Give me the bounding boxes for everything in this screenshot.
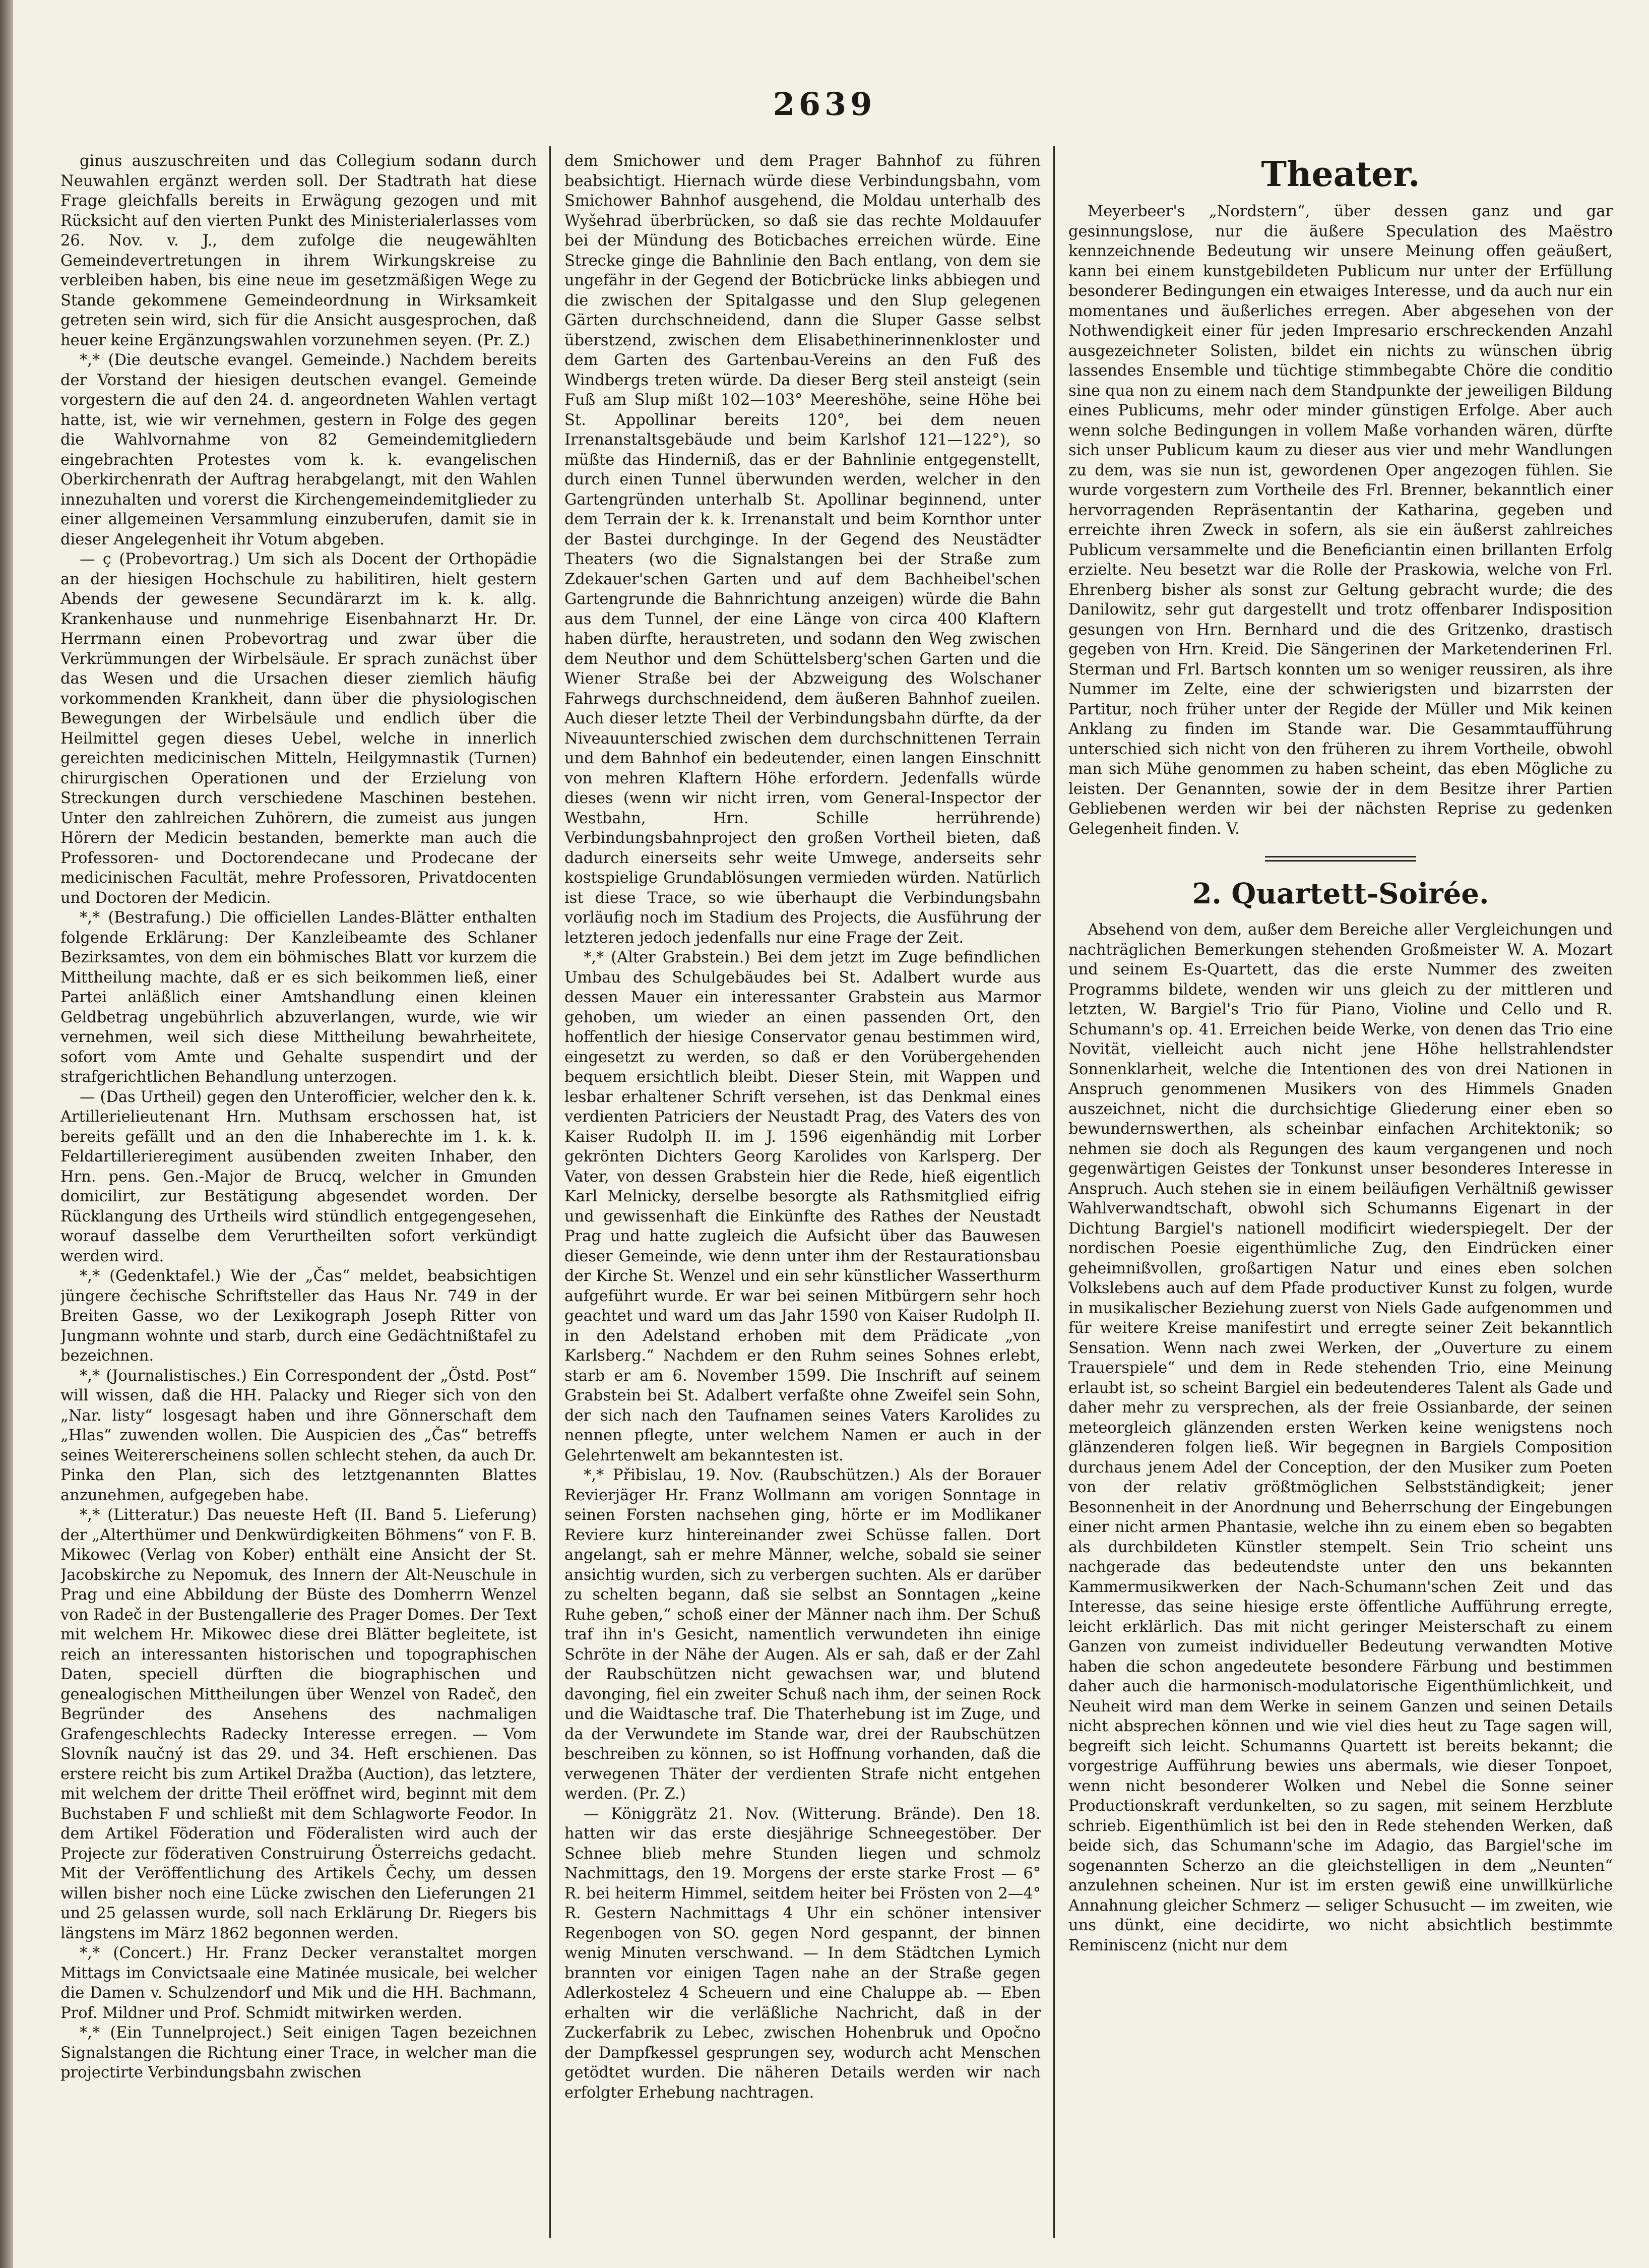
article-paragraph: *,* (Die deutsche evangel. Gemeinde.) Nachdem bereits der Vorstand der hiesigen deutschen evangel. Gemeinde vorgestern die auf den 24. d. angeordneten Wahlen vertagt hatte, ist, wie wir vernehmen, gestern in Folge des gegen die Wahlvornahme von 82 Gemeindemitgliedern eingebrachten Protestes vom k. k. evangelischen Oberkirchenrath der Auftrag herabgelangt, mit den Wahlen innezuhalten und vorerst die Kirchengemeindemitglieder zu einer allgemeinen Versammlung einzuberufen, damit sie in dieser Angelegenheit ihr Votum abgeben. (60, 351, 537, 548)
article-paragraph: dem Smichower und dem Prager Bahnhof zu führen beabsichtigt. Hiernach würde diese Verbindungsbahn, vom Smichower Bahnhof ausgehend, die Moldau unterhalb des Wyšehrad überbrücken, so daß sie das rechte Moldauufer bei der Mündung des Boticbaches erreichen würde. Eine Strecke ginge die Bahnlinie den Bach entlang, von dem sie ungefähr in der Gegend der Boticbrücke links abbiegen und die zwischen der Spitalgasse und den Slup gelegenen Gärten durchschneidend, dann die Sluper Gasse selbst überstzend, zwischen dem Elisabethinerinnenkloster und dem Garten des Gartenbau-Vereins an den Fuß des Windbergs treten würde. Da dieser Berg steil ansteigt (sein Fuß am Slup mißt 102—103° Meereshöhe, seine Höhe bei St. Appollinar bereits 120°, bei dem neuen Irrenanstaltsgebäude und beim Karlshof 121—122°), so müßte das Hinderniß, das er der Bahnlinie entgegenstellt, durch einen Tunnel überwunden werden, welcher in den Gartengründen unterhalb St. Apollinar beginnend, unter dem Terrain der k. k. Irrenanstalt und beim Kornthor unter der Bastei durchginge. In der Gegend des Neustädter Theaters (wo die Signalstangen bei der Straße zum Zdekauer'schen Garten und auf dem Bachheibel'schen Gartengrunde die Bahnrichtung anzeigen) würde die Bahn aus dem Tunnel, der eine Länge von circa 400 Klaftern haben dürfte, heraustreten, und sodann den Weg zwischen dem Neuthor und dem Schüttelsberg'schen Garten und die Wiener Straße bei der Abzweigung des Wolschaner Fahrwegs durchschneidend, dem äußeren Bahnhof zueilen. Auch dieser letzte Theil der Verbindungsbahn dürfte, da der Niveauunterschied zwischen dem durchschnittenen Terrain und dem Bahnhof ein bedeutender, einen langen Einschnitt von mehren Klaftern Höhe erfordern. Jedenfalls würde dieses (wenn wir nicht irren, vom General-Inspector der Westbahn, Hrn. Schille herrührende) Verbindungsbahnproject den großen Vortheil bieten, daß dadurch einerseits sehr weite Umwege, anderseits sehr kostspielige Grundablösungen vermieden würden. Natürlich ist diese Trace, so wie überhaupt die Verbindungsbahn vorläufig noch im Stadium des Projects, die Ausführung der letzteren jedoch jedenfalls nur eine Frage der Zeit. (564, 152, 1041, 947)
theater-heading: Theater. (1261, 154, 1420, 195)
article-paragraph: *,* (Ein Tunnelproject.) Seit einigen Tagen bezeichnen Signalstangen die Richtung einer Trace, in welcher man die projectirte Verbindungsbahn zwischen (60, 2024, 537, 2081)
article-paragraph: *,* (Bestrafung.) Die officiellen Landes-Blätter enthalten folgende Erklärung: Der Kanzleibeamte des Schlaner Bezirksamtes, von dem ein böhmisches Blatt vor kurzem die Mittheilung machte, daß er es sich beikommen ließ, einer Partei anläßlich einer Amtshandlung einen kleinen Geldbetrag ungebührlich abzuverlangen, wurde, wie wir vernehmen, weil sich diese Mittheilung bewahrheitete, sofort vom Amte und Gehalte suspendirt und der strafgerichtlichen Behandlung unterzogen. (60, 909, 537, 1086)
article-paragraph: *,* (Journalistisches.) Ein Correspondent der „Östd. Post“ will wissen, daß die HH. Palacky und Rieger sich von den „Nar. listy“ losgesagt haben und ihre Gönnerschaft dem „Hlas“ zuwenden wollen. Die Auspicien des „Čas“ betreffs seines Weitererscheinens sollen schlecht stehen, da auch Dr. Pinka den Plan, sich des letztgenannten Blattes anzunehmen, aufgegeben habe. (60, 1367, 537, 1504)
column-divider-left (549, 146, 551, 2238)
quartett-review-paragraph: Absehend von dem, außer dem Bereiche aller Vergleichungen und nachträglichen Bemerkungen stehenden Großmeister W. A. Mozart und seinem Es-Quartett, das die erste Nummer des zweiten Programms bildete, wenden wir uns gleich zu der mittleren und letzten, W. Bargiel's Trio für Piano, Violine und Cello und R. Schumann's op. 41. Erreichen beide Werke, von denen das Trio eine Novität, vielleicht auch nicht jene Höhe hellstrahlendster Sonnenklarheit, welche die Intentionen des von drei Nationen in Anspruch genommenen Musikers von des Himmels Gnaden auszeichnet, nicht die durchsichtige Gliederung einer eben so bewundernswerthen, als scheinbar einfachen Architektonik; so nehmen sie doch als Regungen des kaum vergangenen und noch gegenwärtigen Geistes der Tonkunst unser besonderes Interesse in Anspruch. Auch stehen sie in einem beiläufigen Verhältniß gewisser Wahlverwandtschaft, obwohl sich Schumanns Eigenart in der Dichtung Bargiel's nationell modificirt wiederspiegelt. Der der nordischen Poesie eigenthümliche Zug, den Eindrücken einer geheimnißvollen, großartigen Natur und eines eben solchen Volkslebens auch auf dem Pfade productiver Kunst zu folgen, wurde in musikalischer Beziehung zuerst von Niels Gade aufgenommen und für weitere Kreise manifestirt und erregte seiner Zeit bekanntlich Sensation. Wenn nach zwei Werken, der „Ouverture zu einem Trauerspiele“ und dem in Rede stehenden Trio, eine Meinung erlaubt ist, so scheint Bargiel ein bedeutenderes Talent als Gade und daher mehr zu versprechen, als der freie Ossianbarde, der seinen meteorgleich glänzenden ersten Werken keine wenigstens noch glänzenderen folgen ließ. Wir begegnen in Bargiels Composition durchaus jenem Adel der Conception, der den Musiker zum Poeten von der relativ größtmöglichen Selbstständigkeit; jener Besonnenheit in der Anordnung und Beherrschung der Eingebungen einer nicht armen Phantasie, welche ihn zu einem eben so begabten als durchbildeten Künstler stempelt. Sein Trio scheint uns nachgerade das bedeutendste unter den uns bekannten Kammermusikwerken der Nach-Schumann'schen Zeit und das Interesse, das seine hiesige erste öffentliche Aufführung erregte, leicht erklärlich. Das mit nicht geringer Meisterschaft zu einem Ganzen von zumeist individueller Bedeutung verwandten Motive haben die schon angedeutete besondere Färbung und bestimmen daher auch die harmonisch-modulatorische Eigenthümlichkeit, und Neuheit wird man dem Werke in seinem Ganzen und seinen Details nicht absprechen können und wie viel dies heut zu Tage sagen will, begreift sich leicht. Schumanns Quartett ist bereits bekannt; die vorgestrige Aufführung bewies uns abermals, wie dieser Tonpoet, wenn nicht besonderer Wolken und Nebel die Sonne seiner Productionskraft verdunkelten, so zu sagen, mit seinem Herzblute schrieb. Eigenthümlich ist bei den in Rede stehenden Werken, daß beide sich, das Schumann'sche im Adagio, das Bargiel'sche im sogenannten Scherzo an die gleichstelligen in dem „Neunten“ anzulehnen scheinen. Nur ist im ersten gewiß eine unwillkürliche Annahnung gleicher Schmerz — seliger Schusucht — im zweiten, wie uns dünkt, eine decidirte, wo nicht absichtlich bestimmte Reminiscenz (nicht nur dem (1068, 921, 1613, 1954)
left-column (60, 151, 537, 2238)
article-paragraph: — Königgrätz 21. Nov. (Witterung. Brände). Den 18. hatten wir das erste diesjährige Schneegestöber. Der Schnee blieb mehre Stunden liegen und schmolz Nachmittags, den 19. Morgens der erste starke Frost — 6° R. bei heiterm Himmel, seitdem heiter bei Frösten von 2—4° R. Gestern Nachmittags 4 Uhr ein schöner intensiver Regenbogen von SO. gegen Nord gespannt, der binnen wenig Minuten verschwand. — In dem Städtchen Lymich brannten vor einigen Tagen nahe an der Straße gegen Adlerkostelez 4 Scheuern und eine Chaluppe ab. — Eben erhalten wir die verläßliche Nachricht, daß in der Zuckerfabrik zu Lebec, zwischen Hohenbruk und Opočno der Dampfkessel gesprungen sey, wodurch acht Menschen getödtet wurden. Die näheren Details werden wir nach erfolgter Erhebung nachtragen. (564, 1805, 1041, 2102)
article-paragraph: *,* Přibislau, 19. Nov. (Raubschützen.) Als der Borauer Revierjäger Hr. Franz Wollmann am vorigen Sonntage in seinen Forsten nachsehen ging, hörte er im Modlikaner Reviere kurz hintereinander zwei Schüsse fallen. Dort angelangt, sah er mehre Männer, welche, sobald sie seiner ansichtig wurden, sich zu verbergen suchten. Als er darüber zu schelten begann, daß sie selbst an Sonntagen „keine Ruhe geben,“ schoß einer der Männer nach ihm. Der Schuß traf ihn in's Gesicht, namentlich verwundeten ihn einige Schröte in der Nähe der Augen. Als er sah, daß er der Zahl der Raubschützen nicht gewachsen war, und blutend davonging, fiel ein zweiter Schuß nach ihm, der seinen Rock und die Waidtasche traf. Die Thaterhebung ist im Zuge, und da der Verwundete im Stande war, drei der Raubschützen beschreiben zu können, so ist Hoffnung vorhanden, daß die verwegenen Thäter der verdienten Strafe nicht entgehen werden. (Pr. Z.) (564, 1466, 1041, 1803)
section-divider (1265, 856, 1416, 862)
right-column (1068, 151, 1613, 2238)
middle-column (564, 151, 1041, 2238)
article-paragraph: — ç (Probevortrag.) Um sich als Docent der Orthopädie an der hiesigen Hochschule zu habilitiren, hielt gestern Abends der gewesene Secundärarzt im k. k. allg. Krankenhause und nunmehrige Eisenbahnarzt Hr. Dr. Herrmann einen Probevortrag und zwar über die Verkrümmungen der Wirbelsäule. Er sprach zunächst über das Wesen und die Ursachen dieser ziemlich häufig vorkommenden Krankheit, dann über die physiologischen Bewegungen der Wirbelsäule und endlich über die Heilmittel gegen dieses Uebel, welche in innerlich gereichten medicinischen Mitteln, Heilgymnastik (Turnen) chirurgischen Operationen und der Erzielung von Streckungen durch verschiedene Maschinen bestehen. Unter den zahlreichen Zuhörern, die zumeist aus jungen Hörern der Medicin bestanden, bemerkte man auch die Professoren- und Doctorendecane und Prodecane der medicinischen Facultät, mehre Professoren, Privatdocenten und Doctoren der Medicin. (60, 550, 537, 907)
column-divider-right (1053, 146, 1055, 2238)
article-paragraph: ginus auszuschreiten und das Collegium sodann durch Neuwahlen ergänzt werden soll. Der Stadtrath hat diese Frage gleichfalls bereits in Erwägung gezogen und mit Rücksicht auf den vierten Punkt des Ministerialerlasses vom 26. Nov. v. J., dem zufolge die neugewählten Gemeindevertretungen in ihrem Wirkungskreise zu verbleiben haben, bis eine neue im gesetzmäßigen Wege zu Stande gekommene Gemeindeordnung in Wirksamkeit getreten sein wird, sich für die Ansicht ausgesprochen, daß heuer keine Ergänzungswahlen vorzunehmen seyen. (Pr. Z.) (60, 152, 537, 349)
article-paragraph: *,* (Litteratur.) Das neueste Heft (II. Band 5. Lieferung) der „Alterthümer und Denkwürdigkeiten Böhmens“ von F. B. Mikowec (Verlag von Kober) enthält eine Ansicht der St. Jacobskirche zu Nepomuk, des Innern der Alt-Neuschule in Prag und eine Abbildung der Büste des Domherrn Wenzel von Radeč in der Bustengallerie des Prager Domes. Der Text mit welchem Hr. Mikowec diese drei Blätter begleitete, ist reich an interessanten historischen und topographischen Daten, speciell dürften die biographischen und genealogischen Mittheilungen über Wenzel von Radeč, den Begründer des Ansehens des nachmaligen Grafengeschlechts Radecky Interesse erregen. — Vom Slovník naučný ist das 29. und 34. Heft erschienen. Das erstere reicht bis zum Artikel Dražba (Auction), das letztere, mit welchem der dritte Theil eröffnet wird, beginnt mit dem Buchstaben F und schließt mit dem Schlagworte Feodor. In dem Artikel Föderation und Föderalisten wird auch der Projecte zur föderativen Construirung Österreichs gedacht. Mit der Veröffentlichung des Artikels Čechy, um dessen willen bisher noch eine Lücke zwischen den Lieferungen 21 und 25 gelassen wurde, soll nach Erklärung Dr. Riegers bis längstens im März 1862 begonnen werden. (60, 1506, 537, 1942)
page-number: 2639 (773, 86, 876, 122)
theater-review-paragraph: Meyerbeer's „Nordstern“, über dessen ganz und gar gesinnungslose, nur die äußere Speculation des Maëstro kennzeichnende Bedeutung wir unsere Meinung offen geäußert, kann bei einem kunstgebildeten Publicum nur unter der Erfüllung besonderer Bedingungen ein etwaiges Interesse, und da auch nur ein momentanes und äußerliches erregen. Aber abgesehen von der Nothwendigkeit einer für jeden Impresario erschreckenden Anzahl ausgezeichneter Solisten, bildet ein nichts zu wünschen übrig lassendes Ensemble und tüchtige stimmbegabte Chöre die conditio sine qua non zu einem nach dem Standpunkte der jeweiligen Bildung eines Publicums, mehr oder minder günstigen Erfolge. Aber auch wenn solche Bedingungen in vollem Maße vorhanden wären, dürfte sich unser Publicum kaum zu dieser aus vier und mehr Wandlungen zu dem, was sie nun ist, gewordenen Oper angezogen fühlen. Sie wurde vorgestern zum Vortheile des Frl. Brenner, bekanntlich einer hervorragenden Repräsentantin der Katharina, gegeben und erreichte ihren Zweck in sofern, als sie ein äußerst zahlreiches Publicum versammelte und die Beneficiantin einen brillanten Erfolg erzielte. Neu besetzt war die Rolle der Praskowia, welche von Frl. Ehrenberg bisher als sonst zur Geltung gebracht wurde; die des Danilowitz, sehr gut dargestellt und trotz offenbarer Indisposition gesungen von Hrn. Bernhard und die des Gritzenko, drastisch gegeben von Hrn. Kreid. Die Sängerinen der Marketenderinen Frl. Sterman und Frl. Bartsch konnten um so weniger reussiren, als ihre Nummer im Zelte, eine der schwierigsten und bizarrsten der Partitur, noch früher unter der Regide der Müller und Mik keinen Anklang zu finden im Stande war. Die Gesammtaufführung unterschied sich nicht von den früheren zu ihrem Vortheile, obwohl man sich Mühe genommen zu haben scheint, das eben Mögliche zu leisten. Der Genannten, sowie der in dem Besitze ihrer Partien Gebliebenen werden wir bei der nächsten Reprise zu gedenken Gelegenheit finden. V. (1068, 203, 1613, 838)
article-paragraph: *,* (Concert.) Hr. Franz Decker veranstaltet morgen Mittags im Convictsaale eine Matinée musicale, bei welcher die Damen v. Schulzendorf und Mik und die HH. Bachmann, Prof. Mildner und Prof. Schmidt mitwirken werden. (60, 1944, 537, 2022)
article-paragraph: *,* (Alter Grabstein.) Bei dem jetzt im Zuge befindlichen Umbau des Schulgebäudes bei St. Adalbert wurde aus dessen Mauer ein interessanter Grabstein aus Marmor gehoben, um wieder an einen passenden Ort, den hoffentlich der hiesige Conservator genau bestimmen wird, eingesetzt zu werden, so daß er den Vorübergehenden bequem ersichtlich bleibt. Dieser Stein, mit Wappen und lesbar erhaltener Schrift versehen, ist das Denkmal eines verdienten Patriciers der Neustadt Prag, des Vaters des von Kaiser Rudolph II. im J. 1596 eigenhändig mit Lorber gekrönten Dichters Georg Karolides von Karlsperg. Der Vater, von dessen Grabstein hier die Rede, hieß eigentlich Karl Melnicky, derselbe besorgte als Rathsmitglied eifrig und gewissenhaft die Einkünfte des Rathes der Neustadt Prag und hatte zugleich die Aufsicht über das Bauwesen dieser Gemeinde, wie denn unter ihm der Restaurationsbau der Kirche St. Wenzel und ein sehr künstlicher Wasserthurm aufgeführt wurde. Er war bei seinen Mitbürgern sehr hoch geachtet und ward um das Jahr 1590 von Kaiser Rudolph II. in den Adelstand erhoben mit dem Prädicate „von Karlsberg.“ Nachdem er den Ruhm seines Sohnes erlebt, starb er am 6. November 1599. Die Inschrift auf seinem Grabstein bei St. Adalbert verfaßte ohne Zweifel sein Sohn, der sich nach den Taufnamen seines Vaters Karolides zu nennen pflegte, unter welchem Namen er auch in der Gelehrtenwelt am bekanntesten ist. (564, 949, 1041, 1464)
page-torn-edge (0, 0, 13, 2268)
article-paragraph: *,* (Gedenktafel.) Wie der „Čas“ meldet, beabsichtigen jüngere čechische Schriftsteller das Haus Nr. 749 in der Breiten Gasse, wo der Lexikograph Joseph Ritter von Jungmann wohnte und starb, durch eine Gedächtnißtafel zu bezeichnen. (60, 1267, 537, 1365)
article-paragraph: — (Das Urtheil) gegen den Unterofficier, welcher den k. k. Artillerielieutenant Hrn. Muthsam erschossen hat, ist bereits gefällt und an den die Inhaberechte im 1. k. k. Feldartillerieregiment ausübenden zweiten Inhaber, den Hrn. pens. Gen.-Major de Brucq, welcher in Gmunden domicilirt, zur Bestätigung abgesendet worden. Der Rücklangung des Urtheils wird stündlich entgegengesehen, worauf dasselbe dem Verurtheilten sofort verkündigt werden wird. (60, 1088, 537, 1265)
quartett-heading: 2. Quartett-Soirée. (1192, 877, 1489, 910)
